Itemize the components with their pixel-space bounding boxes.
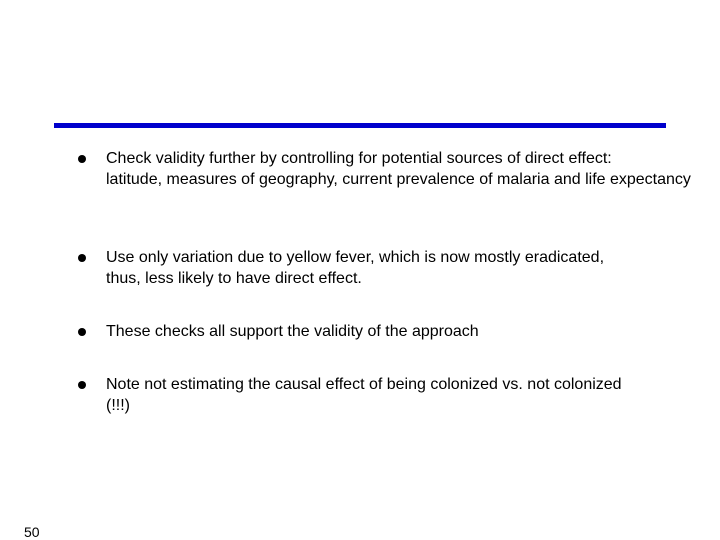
page-number: 50 [24, 524, 40, 540]
bullet-text: Use only variation due to yellow fever, which is now mostly eradicated, thus, less likely to have direct effect. [106, 249, 605, 287]
bullet-text: Note not estimating the causal effect of being colonized vs. not colonized (!!!) [106, 376, 622, 414]
bullet-item [78, 148, 698, 190]
bullet-dot-icon [78, 254, 86, 262]
bullet-text: These checks all support the validity of the approach [106, 323, 479, 340]
bullet-dot-icon [78, 328, 86, 336]
bullet-dot-icon [78, 155, 86, 163]
bullet-item [78, 321, 698, 342]
bullet-dot-icon [78, 381, 86, 389]
bullet-text: Check validity further by controlling for potential sources of direct effect: latitude, measures of geography, current prevalence of malaria and life expectancy [106, 150, 691, 188]
bullet-item [78, 374, 698, 416]
bullet-item [78, 247, 698, 289]
